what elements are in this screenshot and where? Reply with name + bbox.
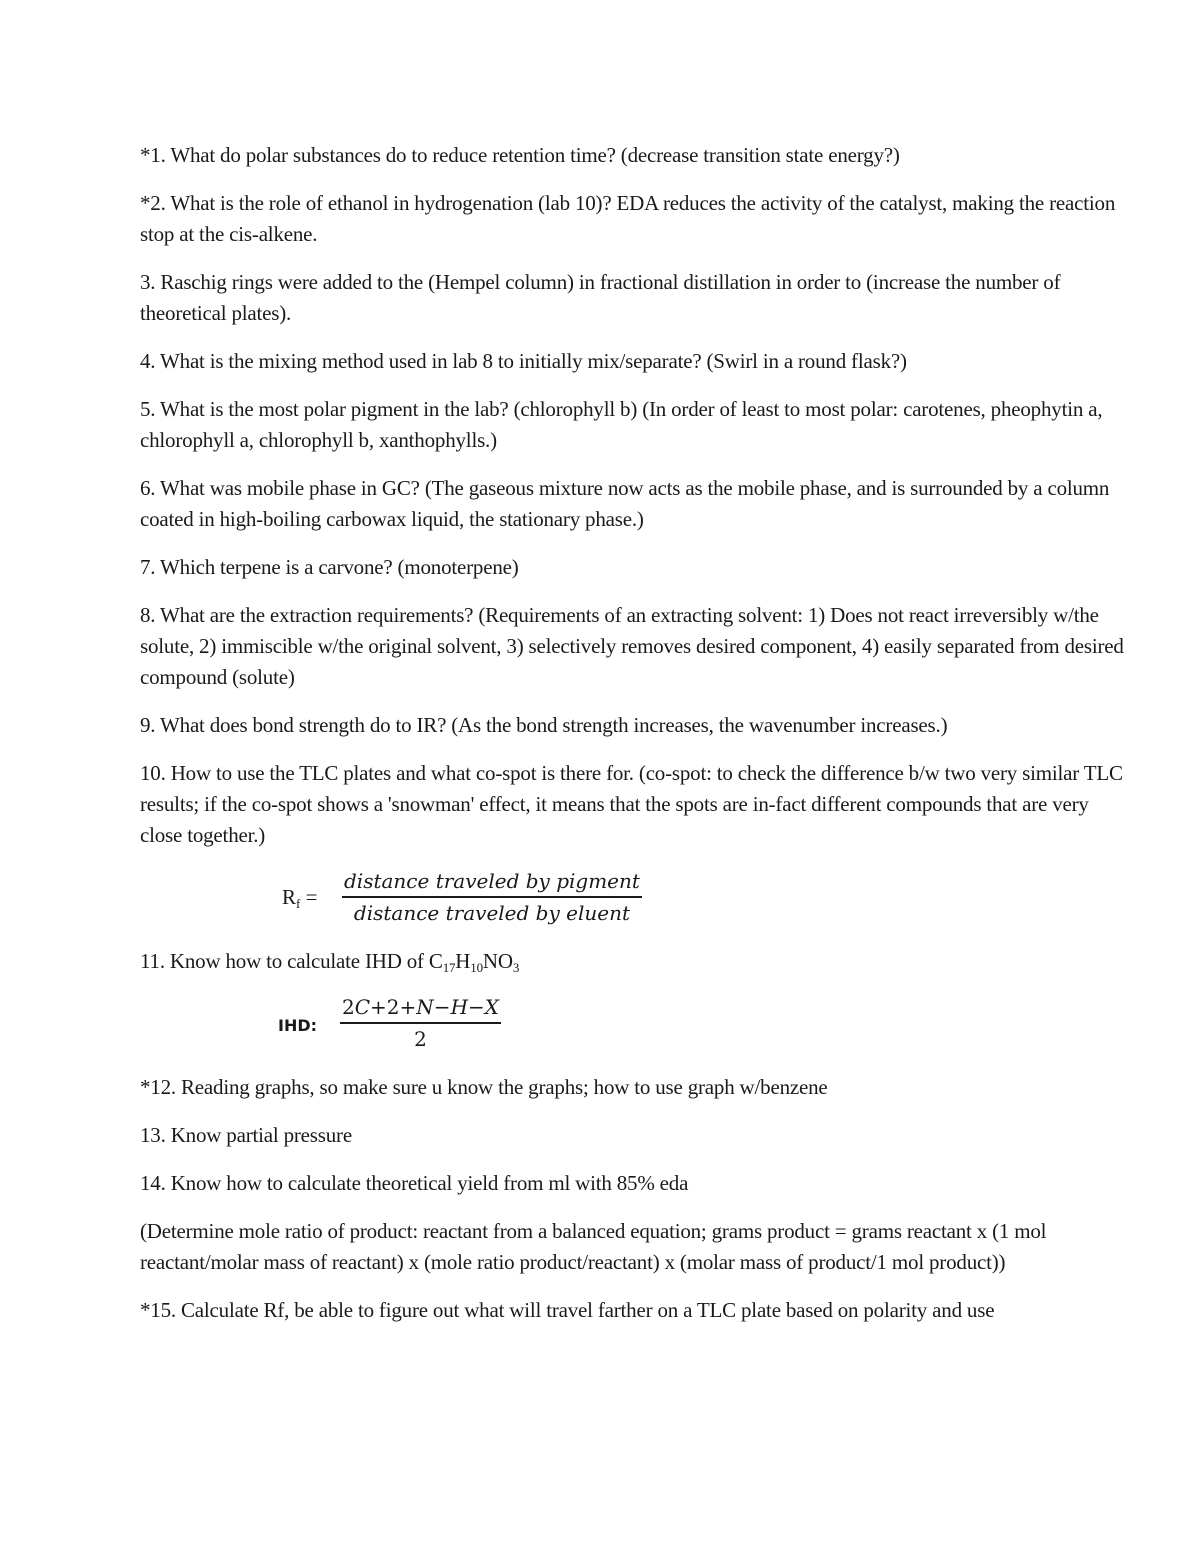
question-5: 5. What is the most polar pigment in the lab? (chlorophyll b) (In order of least to most polar: carotenes, pheophytin a, chlorophyll a, chlorophyll b, xanthophylls.) xyxy=(140,397,1103,452)
ihd-formula xyxy=(140,994,1130,1056)
q11-sub-c: 17 xyxy=(442,960,456,975)
rf-equals: = xyxy=(300,885,318,909)
ihd-formula-label: IHD: xyxy=(278,1016,318,1035)
rf-denominator: distance traveled by eluent xyxy=(353,901,630,925)
q11-sub-o: 3 xyxy=(512,960,520,975)
ihd-num-2: 2 xyxy=(342,995,355,1019)
ihd-numerator xyxy=(340,994,501,1024)
rf-label-sub: f xyxy=(296,896,301,911)
ihd-num-plus: +2+ xyxy=(370,995,417,1019)
question-7: 7. Which terpene is a carvone? (monoterpene) xyxy=(140,555,519,579)
question-3: 3. Raschig rings were added to the (Hempel column) in fractional distillation in order to (increase the number of theoretical plates). xyxy=(140,270,1061,325)
question-1: *1. What do polar substances do to reduce retention time? (decrease transition state energy?) xyxy=(140,143,900,167)
question-2: *2. What is the role of ethanol in hydrogenation (lab 10)? EDA reduces the activity of the catalyst, making the reaction stop at the cis-alkene. xyxy=(140,191,1116,246)
rf-formula xyxy=(140,868,1130,930)
ihd-num-c: C xyxy=(354,995,371,1019)
ihd-num-x: X xyxy=(484,995,500,1019)
question-10: 10. How to use the TLC plates and what co-spot is there for. (co-spot: to check the difference b/w two very similar TLC results; if the co-spot shows a 'snowman' effect, it means that the spots are in-fact different compounds that are very close together.) xyxy=(140,761,1123,847)
q11-h: H xyxy=(455,949,471,973)
ihd-num-minus-1: − xyxy=(433,995,451,1019)
document-body xyxy=(140,140,1130,1343)
question-14: 14. Know how to calculate theoretical yield from ml with 85% eda xyxy=(140,1171,689,1195)
question-13: 13. Know partial pressure xyxy=(140,1123,352,1147)
q11-sub-h: 10 xyxy=(470,960,483,975)
ihd-num-n: N xyxy=(416,995,434,1019)
rf-label-main: R xyxy=(282,885,297,909)
q11-no: NO xyxy=(482,949,513,973)
ihd-num-h: H xyxy=(450,995,469,1019)
ihd-denominator: 2 xyxy=(414,1027,427,1051)
question-15: *15. Calculate Rf, be able to figure out what will travel farther on a TLC plate based on polarity and use xyxy=(140,1298,995,1322)
question-12: *12. Reading graphs, so make sure u know the graphs; how to use graph w/benzene xyxy=(140,1075,828,1099)
question-14-note: (Determine mole ratio of product: reactant from a balanced equation; grams product = grams reactant x (1 mol reactant/molar mass of reactant) x (mole ratio product/reactant) x (molar mass of product/1 mol product)) xyxy=(140,1219,1047,1274)
rf-fraction xyxy=(342,868,642,926)
rf-numerator: distance traveled by pigment xyxy=(342,868,642,898)
ihd-fraction xyxy=(340,994,501,1052)
question-4: 4. What is the mixing method used in lab 8 to initially mix/separate? (Swirl in a round flask?) xyxy=(140,349,907,373)
question-8: 8. What are the extraction requirements? (Requirements of an extracting solvent: 1) Does not react irreversibly w/the solute, 2) immiscible w/the original solvent, 3) selectively removes desired component, 4) easily separated from desired compound (solute) xyxy=(140,603,1124,689)
question-6: 6. What was mobile phase in GC? (The gaseous mixture now acts as the mobile phase, and is surrounded by a column coated in high-boiling carbowax liquid, the stationary phase.) xyxy=(140,476,1110,531)
ihd-num-minus-2: − xyxy=(468,995,485,1019)
question-9: 9. What does bond strength do to IR? (As the bond strength increases, the wavenumber increases.) xyxy=(140,713,948,737)
q11-text: 11. Know how to calculate IHD of C xyxy=(140,949,443,973)
question-11 xyxy=(140,946,1130,977)
rf-formula-label xyxy=(282,882,317,913)
